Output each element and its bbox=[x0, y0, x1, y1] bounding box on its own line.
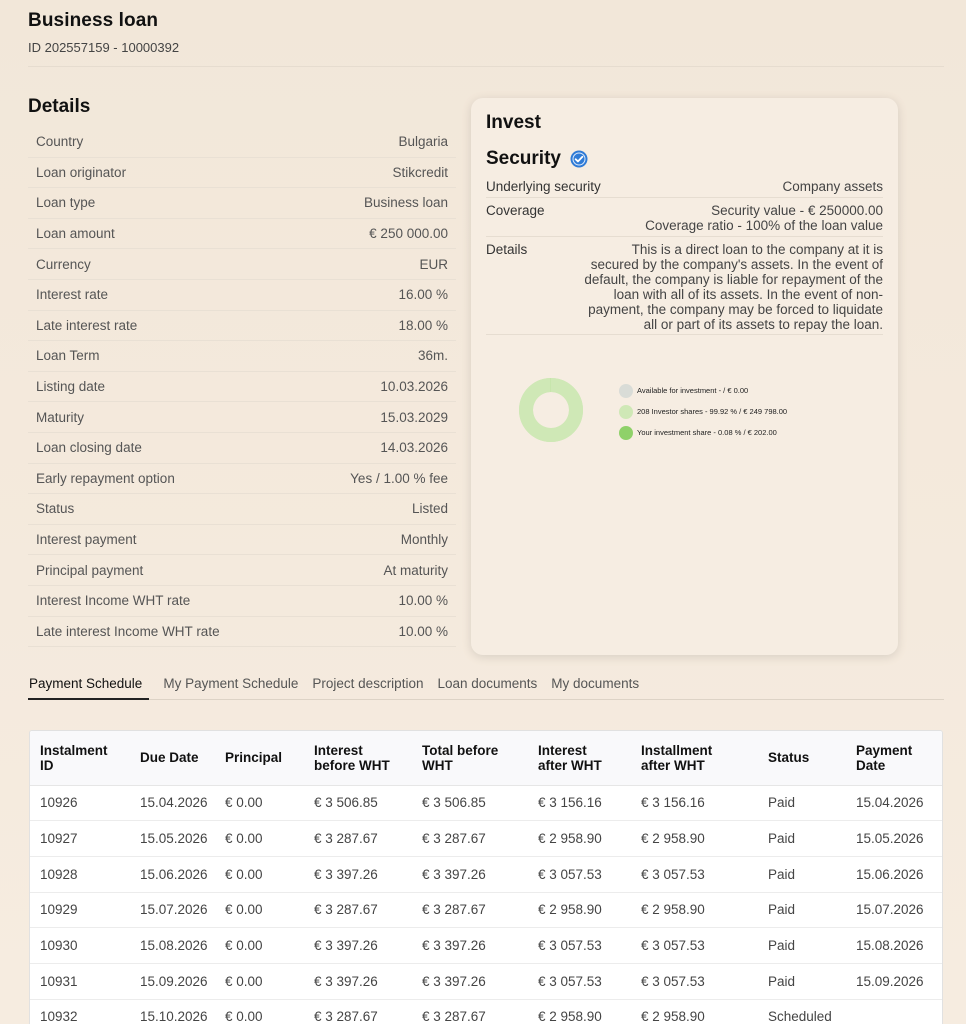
table-cell: € 3 057.53 bbox=[528, 963, 631, 999]
table-cell: 15.08.2026 bbox=[130, 928, 215, 964]
column-header-line1: Instalment bbox=[40, 742, 108, 758]
detail-value: 15.03.2029 bbox=[380, 409, 448, 425]
detail-row bbox=[28, 494, 456, 525]
tab-loan-documents[interactable]: Loan documents bbox=[437, 676, 538, 691]
detail-label: Loan type bbox=[36, 195, 96, 211]
table-cell: € 3 287.67 bbox=[304, 821, 412, 857]
tab-project-description[interactable]: Project description bbox=[312, 676, 424, 691]
table-cell: Paid bbox=[758, 821, 846, 857]
detail-row bbox=[28, 158, 456, 189]
table-cell: € 3 156.16 bbox=[528, 785, 631, 821]
detail-value: 16.00 % bbox=[398, 287, 448, 303]
table-cell: 10930 bbox=[30, 928, 130, 964]
detail-label: Interest Income WHT rate bbox=[36, 593, 191, 609]
table-cell bbox=[846, 999, 942, 1024]
coverage-label: Coverage bbox=[486, 203, 545, 218]
detail-value: 14.03.2026 bbox=[380, 440, 448, 456]
table-row bbox=[30, 785, 942, 821]
column-header[interactable] bbox=[30, 731, 130, 785]
detail-label: Interest rate bbox=[36, 287, 109, 303]
details-heading: Details bbox=[28, 96, 91, 117]
table-cell: € 3 506.85 bbox=[304, 785, 412, 821]
table-cell: € 0.00 bbox=[215, 856, 304, 892]
detail-value: Yes / 1.00 % fee bbox=[350, 470, 448, 486]
legend-item bbox=[619, 422, 787, 443]
table-cell: 10931 bbox=[30, 963, 130, 999]
column-header-line1: Interest bbox=[538, 742, 587, 758]
table-cell: € 2 958.90 bbox=[528, 821, 631, 857]
column-header[interactable] bbox=[304, 731, 412, 785]
table-cell: € 3 057.53 bbox=[528, 856, 631, 892]
detail-row bbox=[28, 249, 456, 280]
table-row bbox=[30, 963, 942, 999]
detail-row bbox=[28, 464, 456, 495]
legend-item bbox=[619, 380, 787, 401]
table-cell: € 2 958.90 bbox=[528, 999, 631, 1024]
invest-card bbox=[471, 98, 898, 655]
detail-label: Loan originator bbox=[36, 164, 127, 180]
table-cell: Paid bbox=[758, 928, 846, 964]
column-header[interactable] bbox=[846, 731, 942, 785]
detail-value: 18.00 % bbox=[398, 317, 448, 333]
detail-value: Monthly bbox=[400, 532, 448, 548]
column-header-line2: ID bbox=[40, 757, 54, 773]
table-cell: € 3 057.53 bbox=[528, 928, 631, 964]
detail-row bbox=[28, 586, 456, 617]
detail-value: 36m. bbox=[417, 348, 448, 364]
detail-row bbox=[28, 433, 456, 464]
detail-label: Country bbox=[36, 134, 84, 150]
tab-my-payment-schedule[interactable]: My Payment Schedule bbox=[163, 676, 299, 691]
table-cell: Paid bbox=[758, 785, 846, 821]
table-cell: 15.05.2026 bbox=[846, 821, 942, 857]
detail-value: Bulgaria bbox=[398, 134, 448, 150]
table-cell: € 3 287.67 bbox=[304, 999, 412, 1024]
detail-row bbox=[28, 372, 456, 403]
table-cell: 10927 bbox=[30, 821, 130, 857]
detail-label: Currency bbox=[36, 256, 91, 272]
payment-schedule-table bbox=[29, 730, 943, 1024]
detail-row bbox=[28, 311, 456, 342]
column-header[interactable] bbox=[130, 731, 215, 785]
table-cell: € 3 287.67 bbox=[412, 821, 528, 857]
detail-label: Maturity bbox=[36, 409, 85, 425]
table-cell: Paid bbox=[758, 963, 846, 999]
column-header-line2: before WHT bbox=[314, 757, 390, 773]
table-cell: € 0.00 bbox=[215, 892, 304, 928]
column-header[interactable] bbox=[631, 731, 758, 785]
column-header-line2: after WHT bbox=[641, 757, 705, 773]
column-header-line2: WHT bbox=[422, 757, 453, 773]
table-cell: € 2 958.90 bbox=[631, 821, 758, 857]
coverage-value bbox=[645, 203, 883, 233]
table-cell: € 0.00 bbox=[215, 821, 304, 857]
column-header-line2: after WHT bbox=[538, 757, 602, 773]
page-title: Business loan bbox=[28, 10, 159, 31]
table-cell: 10928 bbox=[30, 856, 130, 892]
table-cell: € 3 057.53 bbox=[631, 856, 758, 892]
underlying-security-row bbox=[486, 174, 883, 198]
table-cell: 15.09.2026 bbox=[130, 963, 215, 999]
detail-value: At maturity bbox=[383, 562, 448, 578]
table-row bbox=[30, 928, 942, 964]
details-list bbox=[28, 127, 456, 647]
table-cell: € 0.00 bbox=[215, 999, 304, 1024]
security-details-row bbox=[486, 237, 883, 335]
detail-row bbox=[28, 402, 456, 433]
detail-label: Interest payment bbox=[36, 532, 137, 548]
security-value: Security value - € 250000.00 bbox=[711, 203, 883, 218]
tab-my-documents[interactable]: My documents bbox=[551, 676, 640, 691]
detail-value: Listed bbox=[411, 501, 448, 517]
table-row bbox=[30, 892, 942, 928]
table-cell: 15.04.2026 bbox=[130, 785, 215, 821]
detail-row bbox=[28, 525, 456, 556]
detail-value: 10.00 % bbox=[398, 623, 448, 639]
table-cell: 15.09.2026 bbox=[846, 963, 942, 999]
detail-label: Early repayment option bbox=[36, 470, 175, 486]
detail-label: Principal payment bbox=[36, 562, 144, 578]
chart-legend bbox=[619, 380, 787, 443]
table-cell: € 3 397.26 bbox=[304, 856, 412, 892]
column-header-line1: Payment bbox=[856, 742, 913, 758]
column-header-line1: Status bbox=[768, 750, 810, 766]
security-label: Security bbox=[486, 148, 561, 169]
table-cell: 15.05.2026 bbox=[130, 821, 215, 857]
detail-row bbox=[28, 555, 456, 586]
table-cell: 15.10.2026 bbox=[130, 999, 215, 1024]
table-cell: € 2 958.90 bbox=[631, 999, 758, 1024]
donut-slice-1 bbox=[526, 385, 576, 435]
tab-payment-schedule[interactable]: Payment Schedule bbox=[28, 672, 149, 700]
table-cell: € 3 057.53 bbox=[631, 928, 758, 964]
column-header-line1: Interest bbox=[314, 742, 363, 758]
table-cell: 10932 bbox=[30, 999, 130, 1024]
table-cell: € 3 397.26 bbox=[412, 963, 528, 999]
underlying-security-label: Underlying security bbox=[486, 179, 601, 194]
header-divider bbox=[28, 66, 944, 67]
table-cell: Paid bbox=[758, 892, 846, 928]
detail-row bbox=[28, 127, 456, 158]
legend-label: Available for investment - / € 0.00 bbox=[637, 386, 749, 395]
table-cell: € 0.00 bbox=[215, 928, 304, 964]
donut-chart bbox=[519, 378, 589, 448]
table-cell: € 3 397.26 bbox=[412, 928, 528, 964]
security-details-text: This is a direct loan to the company at it is secured by the company's assets. In the event of default, the company is liable for repayment of the loan with all of its assets. In the event of non-payment, the company may be forced to liquidate all or part of its assets to repay the loan. bbox=[584, 242, 883, 332]
details-section bbox=[28, 96, 456, 647]
column-header-line1: Due Date bbox=[140, 750, 199, 766]
verified-badge-icon bbox=[570, 150, 588, 168]
column-header[interactable] bbox=[215, 731, 304, 785]
table-cell: Paid bbox=[758, 856, 846, 892]
table-cell: 15.07.2026 bbox=[846, 892, 942, 928]
detail-label: Listing date bbox=[36, 379, 106, 395]
detail-label: Loan closing date bbox=[36, 440, 142, 456]
detail-row bbox=[28, 219, 456, 250]
legend-dot-icon bbox=[619, 384, 633, 398]
legend-dot-icon bbox=[619, 426, 633, 440]
detail-label: Status bbox=[36, 501, 75, 517]
detail-row bbox=[28, 188, 456, 219]
table-cell: 15.08.2026 bbox=[846, 928, 942, 964]
table-cell: € 0.00 bbox=[215, 963, 304, 999]
column-header-line2: Date bbox=[856, 757, 886, 773]
table-cell: 10926 bbox=[30, 785, 130, 821]
table-header-row bbox=[30, 731, 942, 785]
column-header-line1: Total before bbox=[422, 742, 499, 758]
tab-bar bbox=[28, 672, 944, 700]
column-header[interactable] bbox=[528, 731, 631, 785]
page-header bbox=[28, 10, 179, 55]
table-cell: € 2 958.90 bbox=[528, 892, 631, 928]
table-row bbox=[30, 821, 942, 857]
table-row bbox=[30, 999, 942, 1024]
legend-label: 208 Investor shares - 99.92 % / € 249 798.00 bbox=[637, 407, 788, 416]
detail-value: 10.00 % bbox=[398, 593, 448, 609]
detail-value: 10.03.2026 bbox=[380, 379, 448, 395]
detail-label: Late interest Income WHT rate bbox=[36, 623, 220, 639]
legend-label: Your investment share - 0.08 % / € 202.00 bbox=[637, 428, 777, 437]
underlying-security-value: Company assets bbox=[782, 179, 883, 194]
table-cell: € 3 397.26 bbox=[304, 928, 412, 964]
table-cell: 15.06.2026 bbox=[130, 856, 215, 892]
table-cell: Scheduled bbox=[758, 999, 846, 1024]
investment-chart bbox=[519, 378, 879, 458]
table-cell: € 3 287.67 bbox=[304, 892, 412, 928]
table-cell: € 3 057.53 bbox=[631, 963, 758, 999]
detail-row bbox=[28, 341, 456, 372]
table-cell: € 3 156.16 bbox=[631, 785, 758, 821]
detail-row bbox=[28, 280, 456, 311]
column-header[interactable] bbox=[758, 731, 846, 785]
detail-row bbox=[28, 617, 456, 648]
column-header-line1: Installment bbox=[641, 742, 713, 758]
column-header-line1: Principal bbox=[225, 750, 283, 766]
table-cell: 15.04.2026 bbox=[846, 785, 942, 821]
detail-value: € 250 000.00 bbox=[369, 226, 448, 242]
security-title bbox=[486, 148, 883, 170]
coverage-ratio: Coverage ratio - 100% of the loan value bbox=[645, 218, 883, 233]
legend-dot-icon bbox=[619, 405, 633, 419]
table-cell: € 0.00 bbox=[215, 785, 304, 821]
table-cell: € 2 958.90 bbox=[631, 892, 758, 928]
table-cell: 15.06.2026 bbox=[846, 856, 942, 892]
column-header[interactable] bbox=[412, 731, 528, 785]
table-row bbox=[30, 856, 942, 892]
coverage-row bbox=[486, 198, 883, 237]
detail-label: Loan Term bbox=[36, 348, 100, 364]
table-cell: € 3 397.26 bbox=[412, 856, 528, 892]
loan-id: ID 202557159 - 10000392 bbox=[28, 40, 180, 55]
legend-item bbox=[619, 401, 787, 422]
invest-title: Invest bbox=[486, 112, 541, 133]
security-details-label: Details bbox=[486, 242, 528, 257]
table-cell: € 3 287.67 bbox=[412, 892, 528, 928]
detail-value: EUR bbox=[419, 256, 448, 272]
table-cell: € 3 506.85 bbox=[412, 785, 528, 821]
detail-value: Stikcredit bbox=[392, 164, 448, 180]
detail-label: Loan amount bbox=[36, 226, 115, 242]
detail-value: Business loan bbox=[363, 195, 448, 211]
table-cell: € 3 287.67 bbox=[412, 999, 528, 1024]
table-cell: 15.07.2026 bbox=[130, 892, 215, 928]
table-body bbox=[30, 785, 942, 1024]
table-cell: € 3 397.26 bbox=[304, 963, 412, 999]
detail-label: Late interest rate bbox=[36, 317, 138, 333]
table-cell: 10929 bbox=[30, 892, 130, 928]
